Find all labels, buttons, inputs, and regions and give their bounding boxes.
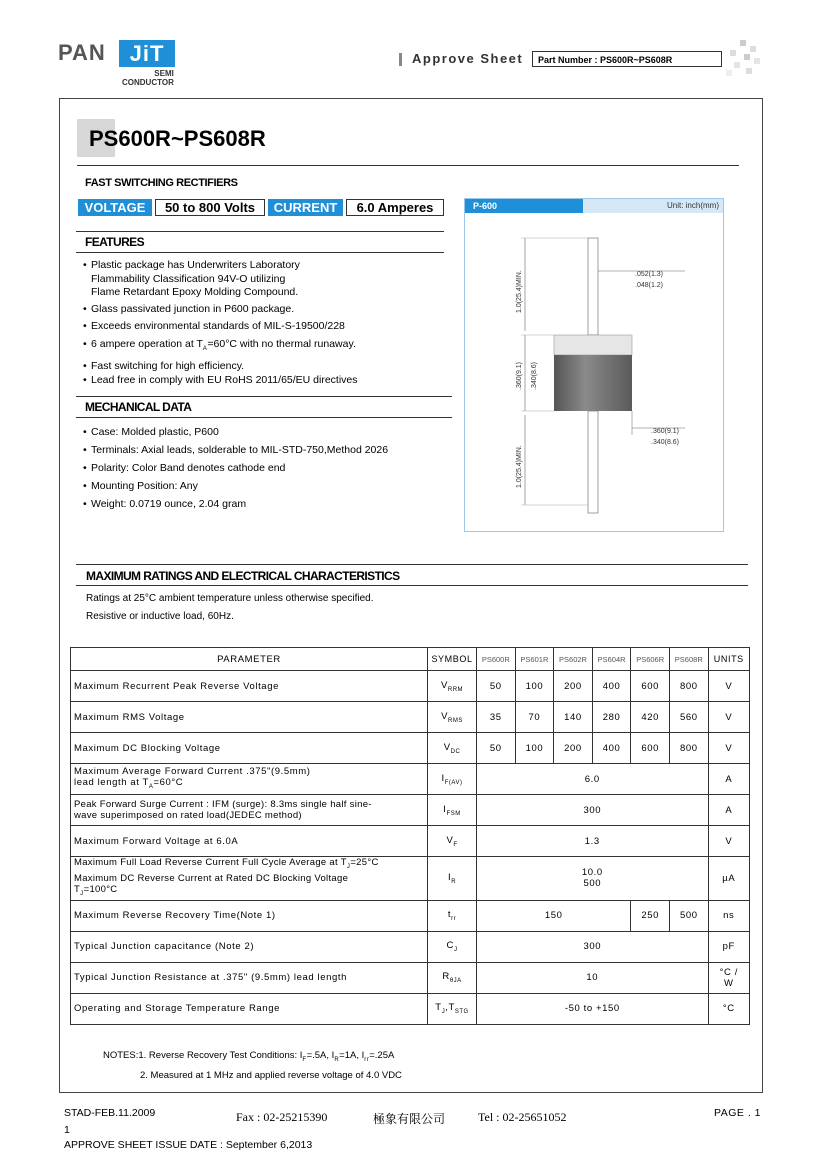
value-cell: 35 bbox=[477, 702, 516, 733]
value-cell: -50 to +150 bbox=[477, 993, 709, 1024]
footer-issue-date: APPROVE SHEET ISSUE DATE : September 6,2013 bbox=[64, 1139, 313, 1151]
symbol-cell: $I_{FSM}$ bbox=[428, 795, 477, 826]
list-item: • Mounting Position: Any bbox=[83, 480, 198, 492]
header-part: PS600R bbox=[477, 648, 516, 671]
list-item: • Case: Molded plastic, P600 bbox=[83, 426, 219, 438]
header-part: PS608R bbox=[669, 648, 708, 671]
logo-subtitle bbox=[122, 69, 174, 87]
voltage-value: 50 to 800 Volts bbox=[155, 199, 265, 216]
logo-pan: PAN bbox=[58, 40, 106, 65]
value-cell: 560 bbox=[669, 702, 708, 733]
value-cell: 200 bbox=[554, 733, 593, 764]
notes bbox=[103, 1048, 402, 1083]
current-value: 6.0 Amperes bbox=[346, 199, 444, 216]
header-symbol: SYMBOL bbox=[428, 648, 477, 671]
table-row bbox=[71, 702, 750, 733]
logo-conductor: CONDUCTOR bbox=[122, 78, 174, 87]
value-cell: 70 bbox=[515, 702, 554, 733]
symbol-cell: $V_{RMS}$ bbox=[428, 702, 477, 733]
unit-cell: A bbox=[708, 795, 749, 826]
list-item: Flammability Classification 94V-O utilizing bbox=[91, 272, 286, 285]
param-cell: Operating and Storage Temperature Range bbox=[71, 993, 428, 1024]
value-cell: 150 bbox=[477, 900, 631, 931]
symbol-cell: $V_{RRM}$ bbox=[428, 671, 477, 702]
footer-page-number: 1 bbox=[64, 1124, 70, 1136]
part-number-box: Part Number : PS600R~PS608R bbox=[532, 51, 722, 67]
value-cell: 400 bbox=[592, 733, 631, 764]
table-row bbox=[71, 671, 750, 702]
unit-cell: °C bbox=[708, 993, 749, 1024]
value-cell: 300 bbox=[477, 795, 709, 826]
list-item: • Polarity: Color Band denotes cathode end bbox=[83, 462, 286, 474]
mechanical-heading: MECHANICAL DATA bbox=[85, 400, 192, 414]
subtitle: FAST SWITCHING RECTIFIERS bbox=[85, 177, 238, 189]
features-bottom-line bbox=[76, 252, 444, 253]
body-dia-2: .340(8.6) bbox=[651, 439, 680, 446]
body-dia-1: .360(9.1) bbox=[651, 428, 680, 435]
unit-cell: V bbox=[708, 671, 749, 702]
voltage-label: VOLTAGE bbox=[78, 199, 152, 216]
lead-len-top: 1.0(25.4)MIN. bbox=[516, 270, 523, 313]
symbol-cell: $C_J$ bbox=[428, 931, 477, 962]
param-cell: Maximum Full Load Reverse Current Full Cycle Average at $T_J=25^\circ C$ Maximum DC Reverse Current at Rated DC Blocking Voltage $T_J=100^\circ C$ bbox=[71, 857, 428, 901]
param-cell: Typical Junction Resistance at .375" (9.5mm) lead length bbox=[71, 962, 428, 993]
mech-bottom-line bbox=[76, 417, 452, 418]
list-item: • Lead free in comply with EU RoHS 2011/65/EU directives bbox=[83, 373, 358, 386]
value-cell: 800 bbox=[669, 733, 708, 764]
logo-semi: SEMI bbox=[154, 69, 174, 78]
header-units: UNITS bbox=[708, 648, 749, 671]
value-cell: 500 bbox=[669, 900, 708, 931]
features-heading: FEATURES bbox=[85, 235, 144, 249]
header-part: PS602R bbox=[554, 648, 593, 671]
unit-cell: V bbox=[708, 826, 749, 857]
unit-cell: °C / W bbox=[708, 962, 749, 993]
ratings-top-line bbox=[76, 564, 748, 565]
ratings-bottom-line bbox=[76, 585, 748, 586]
note-2: 2. Measured at 1 MHz and applied reverse voltage of 4.0 VDC bbox=[140, 1069, 402, 1081]
table-row bbox=[71, 764, 750, 795]
value-cell: 250 bbox=[631, 900, 670, 931]
param-cell: Peak Forward Surge Current : IFM (surge): 8.3ms single half sine- wave superimposed on rated load(JEDEC method) bbox=[71, 795, 428, 826]
list-item: • Plastic package has Underwriters Laboratory bbox=[83, 259, 300, 271]
value-cell: 6.0 bbox=[477, 764, 709, 795]
value-cell: 600 bbox=[631, 733, 670, 764]
value-cell: 50 bbox=[477, 671, 516, 702]
unit-cell: ns bbox=[708, 900, 749, 931]
symbol-cell: $t_{rr}$ bbox=[428, 900, 477, 931]
param-cell: Maximum Recurrent Peak Reverse Voltage bbox=[71, 671, 428, 702]
header-part: PS606R bbox=[631, 648, 670, 671]
value-cell: 400 bbox=[592, 671, 631, 702]
list-item: • Exceeds environmental standards of MIL-S-19500/228 bbox=[83, 320, 345, 332]
param-cell: Maximum DC Blocking Voltage bbox=[71, 733, 428, 764]
list-item: • Fast switching for high efficiency. bbox=[83, 360, 245, 373]
value-cell: 50 bbox=[477, 733, 516, 764]
footer-stad: STAD-FEB.11.2009 bbox=[64, 1107, 156, 1119]
header-part: PS604R bbox=[592, 648, 631, 671]
value-cell: 140 bbox=[554, 702, 593, 733]
param-cell: Maximum Forward Voltage at 6.0A bbox=[71, 826, 428, 857]
decorative-squares-icon bbox=[726, 40, 762, 76]
ratings-line-1: Ratings at 25°C ambient temperature unless otherwise specified. bbox=[86, 593, 374, 604]
param-cell: Typical Junction capacitance (Note 2) bbox=[71, 931, 428, 962]
ratings-line-2: Resistive or inductive load, 60Hz. bbox=[86, 611, 234, 622]
value-cell: 100 bbox=[515, 671, 554, 702]
table-row bbox=[71, 857, 750, 901]
ratings-table bbox=[70, 647, 750, 1025]
logo-jit: JiT bbox=[119, 40, 175, 67]
ratings-heading: MAXIMUM RATINGS AND ELECTRICAL CHARACTERISTICS bbox=[86, 569, 400, 583]
table-header-row bbox=[71, 648, 750, 671]
footer-fax: Fax : 02-25215390 bbox=[236, 1110, 328, 1124]
header-part: PS601R bbox=[515, 648, 554, 671]
list-item: • Glass passivated junction in P600 package. bbox=[83, 302, 295, 315]
footer-page: PAGE . 1 bbox=[714, 1107, 761, 1119]
body-len-2: .340(8.6) bbox=[531, 361, 538, 390]
footer-tel: Tel : 02-25651052 bbox=[478, 1110, 567, 1124]
value-cell: 280 bbox=[592, 702, 631, 733]
value-cell: 600 bbox=[631, 671, 670, 702]
features-top-line bbox=[76, 231, 444, 232]
unit-cell: A bbox=[708, 764, 749, 795]
param-cell: Maximum RMS Voltage bbox=[71, 702, 428, 733]
header-parameter: PARAMETER bbox=[71, 648, 428, 671]
note-1: NOTES:1. Reverse Recovery Test Conditions: $I_F=.5A$, $I_R=1A$, $I_{rr}=.25A$ bbox=[103, 1050, 395, 1063]
unit-cell: V bbox=[708, 733, 749, 764]
diode-package-drawing bbox=[465, 213, 723, 531]
page-title: PS600R~PS608R bbox=[89, 126, 266, 151]
title-divider bbox=[77, 165, 739, 166]
table-row bbox=[71, 733, 750, 764]
table-row bbox=[71, 993, 750, 1024]
value-cell: 100 bbox=[515, 733, 554, 764]
unit-label: Unit: inch(mm) bbox=[583, 199, 723, 213]
value-cell: 10 bbox=[477, 962, 709, 993]
list-item: • Weight: 0.0719 ounce, 2.04 gram bbox=[83, 498, 247, 510]
current-label: CURRENT bbox=[268, 199, 343, 216]
symbol-cell: $V_{DC}$ bbox=[428, 733, 477, 764]
lead-dia-1: .052(1.3) bbox=[635, 271, 664, 278]
value-cell: 1.3 bbox=[477, 826, 709, 857]
value-cell: 800 bbox=[669, 671, 708, 702]
body-len-1: .360(9.1) bbox=[516, 361, 523, 390]
features-list bbox=[83, 259, 441, 387]
symbol-cell: $V_F$ bbox=[428, 826, 477, 857]
param-cell: Maximum Average Forward Current .375"(9.5mm) lead length at $T_A=60^\circ C$ bbox=[71, 764, 428, 795]
unit-cell: µA bbox=[708, 857, 749, 901]
table-row bbox=[71, 795, 750, 826]
table-row bbox=[71, 900, 750, 931]
lead-len-bottom: 1.0(25.4)MIN. bbox=[516, 445, 523, 488]
symbol-cell: $I_R$ bbox=[428, 857, 477, 901]
package-name: P-600 bbox=[465, 199, 583, 213]
table-row bbox=[71, 931, 750, 962]
table-row bbox=[71, 826, 750, 857]
table-row bbox=[71, 962, 750, 993]
list-item: • 6 ampere operation at $T_A=60^\circ C$ with no thermal runaway. bbox=[83, 337, 356, 352]
list-item: • Terminals: Axial leads, solderable to MIL-STD-750,Method 2026 bbox=[83, 444, 389, 456]
value-cell: 10.0 500 bbox=[477, 857, 709, 901]
unit-cell: V bbox=[708, 702, 749, 733]
lead-dia-2: .048(1.2) bbox=[635, 282, 664, 289]
value-cell: 420 bbox=[631, 702, 670, 733]
approve-bar-icon bbox=[399, 53, 402, 66]
approve-sheet-label: Approve Sheet bbox=[412, 51, 524, 66]
value-cell: 200 bbox=[554, 671, 593, 702]
symbol-cell: $I_{F(AV)}$ bbox=[428, 764, 477, 795]
mech-top-line bbox=[76, 396, 452, 397]
param-cell: Maximum Reverse Recovery Time(Note 1) bbox=[71, 900, 428, 931]
value-cell: 300 bbox=[477, 931, 709, 962]
footer-company: 極象有限公司 bbox=[373, 1112, 446, 1126]
list-item: Flame Retardant Epoxy Molding Compound. bbox=[91, 286, 299, 298]
symbol-cell: $R_{\theta JA}$ bbox=[428, 962, 477, 993]
mechanical-list bbox=[83, 423, 451, 513]
symbol-cell: $T_J,T_{STG}$ bbox=[428, 993, 477, 1024]
unit-cell: pF bbox=[708, 931, 749, 962]
